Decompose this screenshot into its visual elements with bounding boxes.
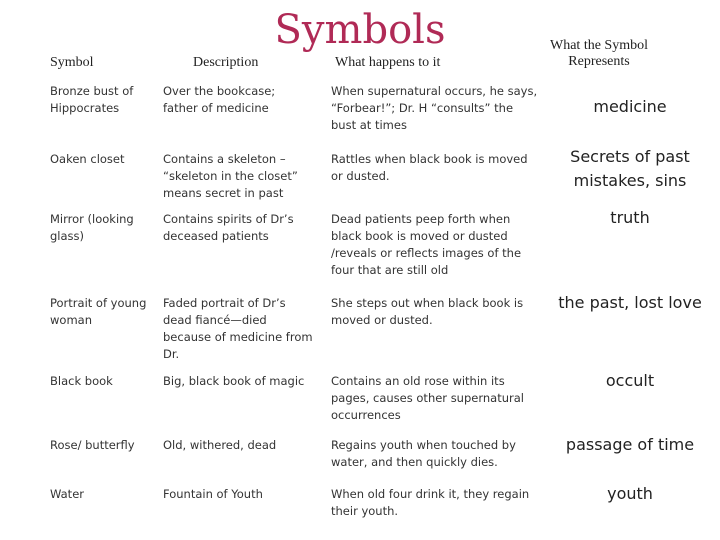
description-cell: Contains spirits of Dr’s deceased patients	[163, 212, 294, 243]
symbol-cell: Portrait of young woman	[50, 296, 147, 327]
happens-cell: She steps out when black book is moved or dusted.	[331, 296, 524, 327]
header-what-represents: What the Symbol Represents	[550, 38, 648, 69]
happens-cell: Regains youth when touched by water, and then quickly dies.	[331, 438, 516, 469]
represents-cell: the past, lost love	[558, 293, 702, 312]
symbol-cell: Rose/ butterfly	[50, 438, 135, 452]
description-cell: Big, black book of magic	[163, 374, 305, 388]
happens-cell: When supernatural occurs, he says, “Forbear!”; Dr. H “consults” the bust at times	[331, 84, 538, 132]
symbol-cell: Oaken closet	[50, 152, 125, 166]
happens-cell: Dead patients peep forth when black book is moved or dusted /reveals or reflects images of the four that are still old	[331, 212, 522, 277]
represents-cell: truth	[610, 208, 650, 227]
symbol-cell: Black book	[50, 374, 113, 388]
description-cell: Over the bookcase; father of medicine	[163, 84, 276, 115]
represents-cell: medicine	[593, 97, 667, 116]
header-symbol: Symbol	[50, 55, 94, 70]
symbol-cell: Water	[50, 487, 84, 501]
header-what-happens: What happens to it	[335, 55, 441, 70]
symbol-cell: Mirror (looking glass)	[50, 212, 134, 243]
represents-cell: occult	[605, 371, 655, 390]
represents-cell: youth	[607, 484, 653, 503]
represents-cell: Secrets of past mistakes, sins	[570, 147, 690, 190]
happens-cell: Contains an old rose within its pages, causes other supernatural occurrences	[331, 374, 524, 422]
page-title: Symbols	[274, 7, 446, 53]
description-cell: Fountain of Youth	[163, 487, 263, 501]
represents-cell: passage of time	[565, 435, 695, 454]
happens-cell: Rattles when black book is moved or dusted.	[331, 152, 528, 183]
symbol-cell: Bronze bust of Hippocrates	[50, 84, 134, 115]
description-cell: Contains a skeleton – “skeleton in the closet” means secret in past	[163, 152, 298, 200]
header-description: Description	[193, 55, 259, 70]
happens-cell: When old four drink it, they regain their youth.	[331, 487, 530, 518]
description-cell: Faded portrait of Dr’s dead fiancé—died because of medicine from Dr.	[163, 296, 313, 361]
description-cell: Old, withered, dead	[163, 438, 277, 452]
